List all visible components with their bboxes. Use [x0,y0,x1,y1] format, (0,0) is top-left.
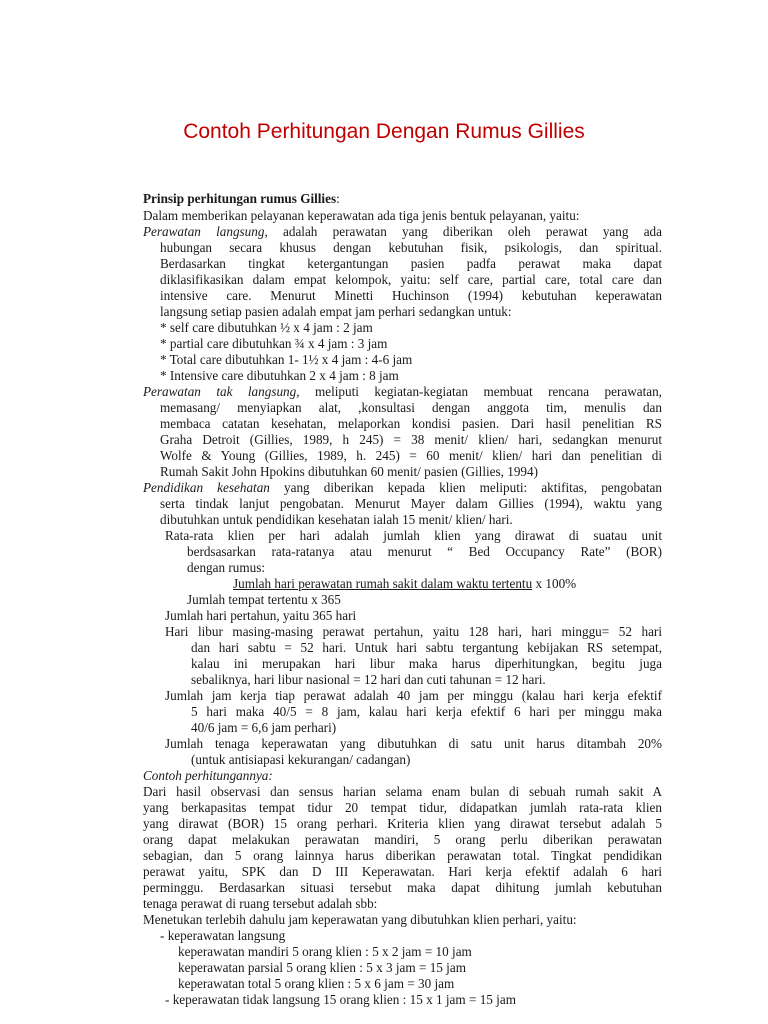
pendidikan-line: dibutuhkan untuk pendidikan kesehatan ialah 15 menit/ klien/ hari. [160,512,513,527]
libur-line: kalau ini merupakan hari libur maka harus diperhitungkan, begitu juga [191,656,662,671]
contoh-line: orang dapat melakukan perawatan mandiri, 5 orang perlu diberikan perawatan [143,832,662,847]
menetukan-line: Menetukan terlebih dahulu jam keperawatan yang dibutuhkan klien perhari, yaitu: [143,912,577,927]
langsung-paragraph-lead [143,224,662,240]
tenaga-line: Jumlah tenaga keperawatan yang dibutuhkan di satu unit harus ditambah 20% [165,736,662,751]
tak-langsung-term: Perawatan tak langsung, [143,384,300,399]
section-heading [143,191,340,207]
contoh-heading: Contoh perhitungannya: [143,768,273,783]
contoh-line: sebagian, dan 5 orang lainnya harus diberikan perawatan total. Tingkat pendidikan [143,848,662,863]
care-bullet: * Total care dibutuhkan 1- 1½ x 4 jam : 4-6 jam [160,352,413,367]
langsung-line: hubungan secara khusus dengan kebutuhan fisik, psikologis, dan spiritual. [160,240,662,255]
langsung-line: Berdasarkan tingkat ketergantungan pasien padfa perawat maka dapat [160,256,662,271]
jam-kerja-line: 40/6 jam = 6,6 jam perhari) [191,720,337,735]
keperawatan-item: keperawatan mandiri 5 orang klien : 5 x 2 jam = 10 jam [178,944,472,959]
keperawatan-tidak-langsung: - keperawatan tidak langsung 15 orang klien : 15 x 1 jam = 15 jam [165,992,516,1007]
keperawatan-langsung-heading: - keperawatan langsung [160,928,286,943]
pendidikan-line: serta tindak lanjut pengobatan. Menurut Mayer dalam Gillies (1994), waktu yang [160,496,662,511]
libur-line: sebaliknya, hari libur nasional = 12 hari dan cuti tahunan = 12 hari. [191,672,546,687]
section-heading-colon: : [336,191,340,206]
bor-line: Rata-rata klien per hari adalah jumlah klien yang dirawat di suatau unit [165,528,662,543]
care-bullet: * partial care dibutuhkan ¾ x 4 jam : 3 jam [160,336,388,351]
pendidikan-paragraph-lead [143,480,662,496]
tak-langsung-paragraph-lead [143,384,662,400]
langsung-lead: , adalah perawatan yang diberikan oleh perawat yang ada [264,224,662,239]
jam-kerja-line: Jumlah jam kerja tiap perawat adalah 40 jam per minggu (kalau hari kerja efektif [165,688,662,703]
bor-formula-denominator: Jumlah tempat tertentu x 365 [187,592,341,607]
intro-paragraph: Dalam memberikan pelayanan keperawatan ada tiga jenis bentuk pelayanan, yaitu: [143,208,580,223]
tak-langsung-line: Rumah Sakit John Hpokins dibutuhkan 60 menit/ pasien (Gillies, 1994) [160,464,539,479]
langsung-line: diklasifikasikan dalam empat kelompok, yaitu: self care, partial care, total care dan [160,272,662,287]
contoh-line: perawat yaitu, SPK dan D III Keperawatan. Hari kerja efektif adalah 6 hari [143,864,662,879]
care-bullet: * self care dibutuhkan ½ x 4 jam : 2 jam [160,320,373,335]
bor-factor: x 100% [532,576,577,591]
tak-langsung-line: Graha Detroit (Gillies, 1989, h 245) = 38 menit/ klien/ hari, sedangkan menurut [160,432,662,447]
tenaga-line: (untuk antisiapasi kekurangan/ cadangan) [191,752,411,767]
bor-line: dengan rumus: [187,560,266,575]
libur-line: Hari libur masing-masing perawat pertahun, yaitu 128 hari, hari minggu= 52 hari [165,624,662,639]
keperawatan-item: keperawatan parsial 5 orang klien : 5 x 3 jam = 15 jam [178,960,466,975]
jam-kerja-line: 5 hari maka 40/5 = 8 jam, kalau hari kerja efektif 6 hari per minggu maka [191,704,662,719]
tak-langsung-line: memasang/ menyiapkan alat, ,konsultasi dengan anggota tim, menulis dan [160,400,662,415]
tak-langsung-line: membaca catatan kesehatan, melaporkan kondisi pasien. Dari hasil penelitian RS [160,416,662,431]
contoh-line: tenaga perawat di ruang tersebut adalah sbb: [143,896,378,911]
document-title: Contoh Perhitungan Dengan Rumus Gillies [183,120,585,143]
langsung-line: langsung setiap pasien adalah empat jam perhari sedangkan untuk: [160,304,512,319]
langsung-line: intensive care. Menurut Minetti Huchinson (1994) kebutuhan keperawatan [160,288,662,303]
section-heading-text: Prinsip perhitungan rumus Gillies [143,191,337,206]
care-bullet: * Intensive care dibutuhkan 2 x 4 jam : 8 jam [160,368,399,383]
pendidikan-term: Pendidikan kesehatan [143,480,270,495]
tak-langsung-lead: meliputi kegiatan-kegiatan membuat rencana perawatan, [299,384,662,399]
tak-langsung-line: Wolfe & Young (Gillies, 1989, h. 245) = 60 menit/ klien/ hari dan penelitian di [160,448,662,463]
bor-line: berdsasarkan rata-ratanya atau menurut “ Bed Occupancy Rate” (BOR) [187,544,662,559]
libur-line: dan hari sabtu = 52 hari. Untuk hari sabtu tergantung kebijakan RS setempat, [191,640,662,655]
hari-pertahun: Jumlah hari pertahun, yaitu 365 hari [165,608,357,623]
keperawatan-item: keperawatan total 5 orang klien : 5 x 6 jam = 30 jam [178,976,455,991]
bor-formula-numerator [233,576,576,592]
bor-numerator-text: Jumlah hari perawatan rumah sakit dalam waktu tertentu [233,576,533,591]
langsung-term: Perawatan langsung [143,224,265,239]
contoh-line: perminggu. Berdasarkan situasi tersebut maka dapat dihitung jumlah kebutuhan [143,880,662,895]
contoh-line: Dari hasil observasi dan sensus harian selama enam bulan di sebuah rumah sakit A [143,784,662,799]
contoh-line: yang dirawat (BOR) 15 orang perhari. Kriteria klien yang dirawat tersebut adalah 5 [143,816,662,831]
pendidikan-lead: yang diberikan kepada klien meliputi: aktifitas, pengobatan [269,480,662,495]
contoh-line: yang berkapasitas tempat tidur 20 tempat tidur, didapatkan jumlah rata-rata klien [143,800,662,815]
